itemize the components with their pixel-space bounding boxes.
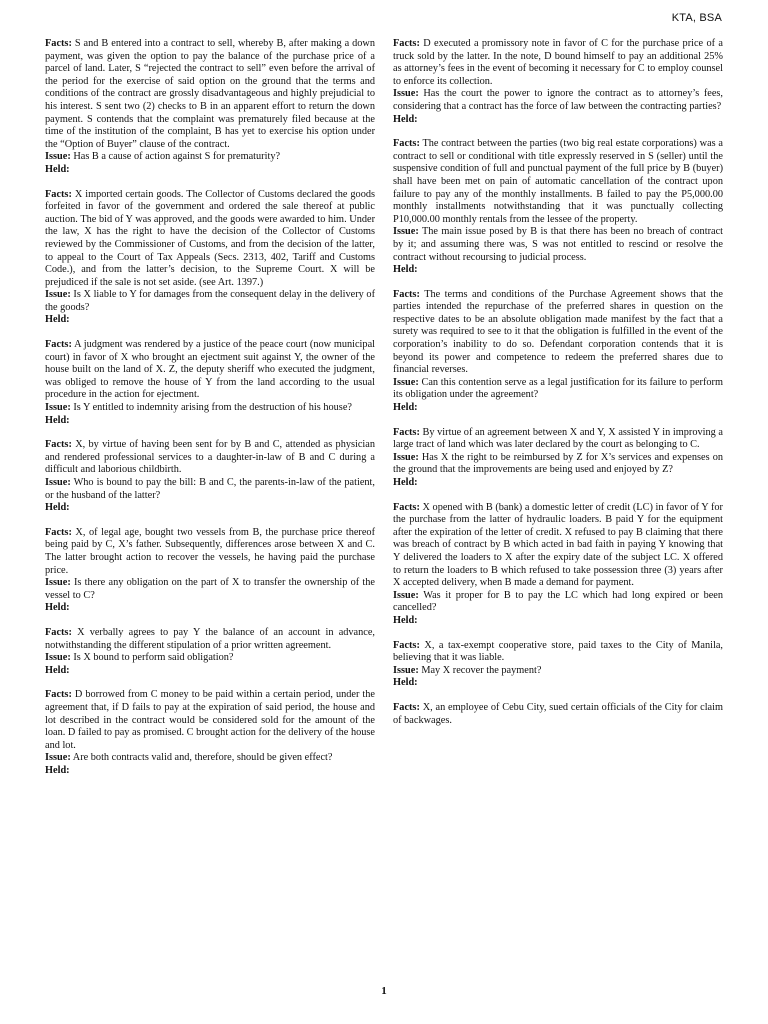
case-block xyxy=(393,427,723,490)
facts-text: X, by virtue of having been sent for by B and C, attended as physician and rendered professional services to a daughter-in-law of B and C during a difficult and laborious childbirth. xyxy=(45,439,376,476)
facts-label: Facts: xyxy=(393,138,420,150)
facts-paragraph xyxy=(45,689,375,752)
facts-text: D borrowed from C money to be paid within a certain period, under the agreement that, if D fails to pay at the expiration of said period, the house and lot described in the contract would be considered sold for the amount of the loan. D failed to pay as promised. C brought action for the delivery of the house and lot. xyxy=(45,689,375,751)
facts-text: A judgment was rendered by a justice of the peace court (now municipal court) in favor of X who brought an ejectment suit against Y, the owner of the house built on the land of X. Z, the deputy sheriff who executed the judgment, was obliged to remove the house of Y from the land according to the usual procedure in the action for ejectment. xyxy=(45,339,375,401)
held-label: Held: xyxy=(45,764,70,776)
document-header: KTA, BSA xyxy=(671,12,722,24)
issue-label: Issue: xyxy=(45,477,71,488)
issue-paragraph xyxy=(45,577,375,602)
issue-paragraph xyxy=(393,226,723,264)
issue-paragraph xyxy=(45,289,375,314)
facts-label: Facts: xyxy=(393,701,420,713)
issue-label: Issue: xyxy=(45,151,71,163)
issue-paragraph xyxy=(393,377,723,402)
case-block xyxy=(45,189,375,328)
facts-label: Facts: xyxy=(393,288,420,300)
issue-label: Issue: xyxy=(45,402,71,414)
held-paragraph xyxy=(393,615,723,628)
issue-text: Has B a cause of action against S for prematurity? xyxy=(73,151,281,163)
held-paragraph xyxy=(393,114,723,127)
issue-text: Who is bound to pay the bill: B and C, the parents-in-law of the patient, or the husband of the latter? xyxy=(45,477,375,501)
facts-paragraph xyxy=(393,138,723,226)
held-paragraph xyxy=(45,765,375,778)
issue-label: Issue: xyxy=(45,652,71,664)
held-label: Held: xyxy=(45,163,70,175)
held-paragraph xyxy=(45,665,375,678)
case-block xyxy=(45,38,375,177)
issue-paragraph xyxy=(393,452,723,477)
issue-paragraph xyxy=(45,402,375,415)
issue-paragraph xyxy=(393,88,723,113)
case-block xyxy=(393,502,723,628)
held-label: Held: xyxy=(393,264,418,276)
issue-text: Can this contention serve as a legal justification for its failure to perform its obligation under the agreement? xyxy=(393,376,723,401)
facts-label: Facts: xyxy=(393,639,420,651)
facts-label: Facts: xyxy=(45,526,72,538)
facts-text: X, a tax-exempt cooperative store, paid taxes to the City of Manila, believing that it was liable. xyxy=(393,639,724,664)
case-block xyxy=(393,289,723,415)
held-paragraph xyxy=(45,502,375,515)
held-label: Held: xyxy=(393,113,418,125)
facts-paragraph xyxy=(393,702,723,727)
issue-text: Was it proper for B to pay the LC which had long expired or been cancelled? xyxy=(393,589,724,614)
held-paragraph xyxy=(45,415,375,428)
issue-text: The main issue posed by B is that there has been no breach of contract by it; and assuming there was, S was not entitled to rescind or resolve the contract without recoursing to judicial process. xyxy=(393,226,724,263)
issue-text: Has the court the power to ignore the contract as to attorney’s fees, considering that a contract has the force of law between the contracting parties? xyxy=(393,88,723,112)
case-block xyxy=(393,702,723,727)
issue-paragraph xyxy=(393,590,723,615)
facts-paragraph xyxy=(393,640,723,665)
held-label: Held: xyxy=(45,414,70,426)
issue-paragraph xyxy=(45,151,375,164)
held-paragraph xyxy=(45,164,375,177)
facts-text: The terms and conditions of the Purchase Agreement shows that the parties intended the repurchase of the preferred shares in question on the respective dates to be an absolute obligation made manifest by the fact that a surety was required to see to it that the obligation is fulfilled in the event of the corporation’s inability to do so. Defendant corporation contends that it is beyond its power and competence to redeem the preferred shares due to financial reverses. xyxy=(393,288,724,376)
issue-text: Is X bound to perform said obligation? xyxy=(73,652,234,664)
held-label: Held: xyxy=(393,614,418,626)
case-block xyxy=(45,627,375,677)
case-block xyxy=(45,527,375,615)
facts-label: Facts: xyxy=(45,689,72,701)
facts-text: The contract between the parties (two big real estate corporations) was a contract to sell or conditional with title expressly reserved in S (seller) until the suspensive condition of full and punctual payment of the full price by B (buyer) shall have been met on pain of automatic cancellation of the contract upon failure to pay any of the monthly installments. B failed to pay the P5,000.00 monthly installments notwithstanding that it was punctually collecting P10,000.00 monthly rentals from the lessee of the property. xyxy=(393,138,724,225)
issue-label: Issue: xyxy=(45,289,71,301)
issue-label: Issue: xyxy=(45,577,71,589)
held-paragraph xyxy=(45,314,375,327)
held-paragraph xyxy=(393,477,723,490)
facts-label: Facts: xyxy=(45,339,72,351)
issue-paragraph xyxy=(45,752,375,765)
case-block xyxy=(393,38,723,126)
case-block xyxy=(393,640,723,690)
facts-text: X verbally agrees to pay Y the balance of an account in advance, notwithstanding the different stipulation of a prior written agreement. xyxy=(45,626,375,651)
facts-label: Facts: xyxy=(45,626,72,638)
issue-label: Issue: xyxy=(393,664,419,676)
held-label: Held: xyxy=(393,402,418,414)
held-paragraph xyxy=(45,602,375,615)
facts-paragraph xyxy=(45,189,375,290)
facts-label: Facts: xyxy=(45,38,72,49)
left-column xyxy=(45,38,375,789)
held-label: Held: xyxy=(45,602,70,614)
facts-label: Facts: xyxy=(45,439,72,451)
issue-paragraph xyxy=(45,477,375,502)
page-number: 1 xyxy=(381,985,387,997)
facts-paragraph xyxy=(393,289,723,377)
held-label: Held: xyxy=(393,677,418,689)
issue-label: Issue: xyxy=(393,376,419,388)
facts-text: S and B entered into a contract to sell, whereby B, after making a down payment, was given the option to pay the balance of the purchase price of a parcel of land. Later, S “rejected the contract to sell” even before the arrival of the period for the exercise of said option on the ground that the terms and conditions of the contract are grossly disadvantageous and highly prejudicial to his interest. S sent two (2) checks to B in an apparent effort to return the down payment. S contends that the complaint was prematurely filed because at the time of the institution of the complaint, B has yet to exercise his option under the “Option of Buyer” clause of the contract. xyxy=(45,38,375,150)
issue-text: Are both contracts valid and, therefore, should be given effect? xyxy=(72,752,333,764)
held-label: Held: xyxy=(45,502,70,514)
facts-text: X, of legal age, bought two vessels from B, the purchase price thereof being paid by C, X’s father. Subsequently, differences arose between X and C. The latter brought action to recover the vessels, he having paid the purchase price. xyxy=(45,526,375,576)
held-paragraph xyxy=(393,677,723,690)
issue-label: Issue: xyxy=(393,589,419,601)
issue-paragraph xyxy=(393,665,723,678)
facts-text: D executed a promissory note in favor of C for the purchase price of a truck sold by the latter. In the note, D bound himself to pay an additional 25% as attorney’s fees in the event of becoming it necessary for C to employ counsel to enforce its collection. xyxy=(393,38,723,87)
held-label: Held: xyxy=(393,477,418,488)
facts-paragraph xyxy=(45,38,375,151)
right-column xyxy=(393,38,723,739)
facts-paragraph xyxy=(45,527,375,577)
facts-paragraph xyxy=(45,627,375,652)
facts-label: Facts: xyxy=(393,38,420,49)
facts-label: Facts: xyxy=(393,426,420,438)
case-block xyxy=(45,689,375,777)
issue-label: Issue: xyxy=(393,226,419,238)
facts-paragraph xyxy=(45,439,375,477)
issue-label: Issue: xyxy=(393,451,419,463)
facts-text: X imported certain goods. The Collector of Customs declared the goods forfeited in favor of the government and ordered the sale thereof at public auction. The bid of Y was approved, and the goods were awarded to him. Under the law, X has the right to have the decision of the Collector of Customs reviewed by the Commissioner of Customs, and from the decision of the latter, to appeal to the Court of Tax Appeals (Secs. 2313, 402, Tariff and Customs Code.), and from the latter’s decision, to the Supreme Court. X will be prejudiced if the sale is not set aside. (see Art. 1397.) xyxy=(45,188,376,288)
issue-text: Has X the right to be reimbursed by Z for X’s services and expenses on the ground that the improvements are being used and enjoyed by Z? xyxy=(393,451,723,476)
held-label: Held: xyxy=(45,314,70,326)
issue-text: Is X liable to Y for damages from the consequent delay in the delivery of the goods? xyxy=(45,289,375,313)
facts-text: X, an employee of Cebu City, sued certain officials of the City for claim of backwages. xyxy=(393,701,724,726)
facts-paragraph xyxy=(45,339,375,402)
case-block xyxy=(393,138,723,277)
issue-text: Is Y entitled to indemnity arising from the destruction of his house? xyxy=(73,402,352,414)
facts-label: Facts: xyxy=(45,188,72,200)
facts-paragraph xyxy=(393,427,723,452)
held-label: Held: xyxy=(45,664,70,676)
issue-text: May X recover the payment? xyxy=(421,664,542,676)
held-paragraph xyxy=(393,264,723,277)
facts-label: Facts: xyxy=(393,501,420,513)
facts-paragraph xyxy=(393,38,723,88)
facts-text: By virtue of an agreement between X and Y, X assisted Y in improving a large tract of land which was later declared by the court as belonging to C. xyxy=(393,426,724,451)
held-paragraph xyxy=(393,402,723,415)
case-block xyxy=(45,439,375,515)
issue-label: Issue: xyxy=(393,88,419,100)
facts-paragraph xyxy=(393,502,723,590)
case-block xyxy=(45,339,375,427)
facts-text: X opened with B (bank) a domestic letter of credit (LC) in favor of Y for the purchase from the latter of hydraulic loaders. B paid Y for the equipment after the expiration of the letter of credit. X refused to pay B claiming that there was breach of contract by B which acted in bad faith in paying Y knowing that Y delivered the loaders to X after the expiry date of the subject LC. X offered to return the loaders to B which refused to take possession three (3) years after X accepted delivery, when B made a demand for payment. xyxy=(393,501,723,589)
issue-text: Is there any obligation on the part of X to transfer the ownership of the vessel to C? xyxy=(45,577,375,601)
issue-label: Issue: xyxy=(45,752,71,764)
issue-paragraph xyxy=(45,652,375,665)
